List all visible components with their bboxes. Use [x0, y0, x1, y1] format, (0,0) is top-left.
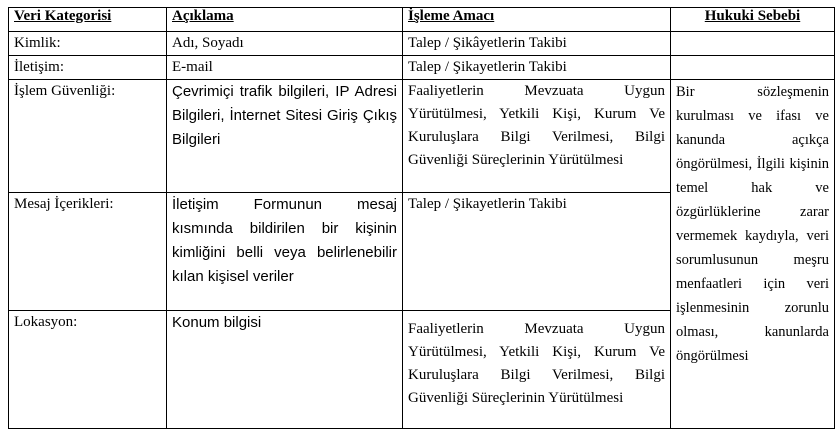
row-legal-basis-empty	[671, 32, 835, 56]
row-category: Mesaj İçerikleri:	[9, 193, 167, 311]
header-legal-basis: Hukuki Sebebi	[671, 8, 835, 32]
row-purpose: Talep / Şikâyetlerin Takibi	[403, 32, 671, 56]
row-category: İşlem Güvenliği:	[9, 80, 167, 193]
data-processing-table	[8, 7, 835, 429]
header-purpose: İşleme Amacı	[403, 8, 671, 32]
table-row	[9, 56, 835, 80]
table-row	[9, 80, 835, 193]
legal-basis-cell: Bir sözleşmenin kurulması ve ifası ve kanunda açıkça öngörülmesi, İlgili kişinin temel hak ve özgürlüklerine zarar vermemek kaydıyla, veri sorumlusunun meşru menfaatleri için veri işlenmesinin zorunlu olması, kanunlarda öngörülmesi	[671, 80, 835, 429]
row-description: İletişim Formunun mesaj kısmında bildirilen bir kişinin kimliğini belli veya belirlenebilir kılan kişisel veriler	[167, 193, 403, 311]
row-purpose: Talep / Şikayetlerin Takibi	[403, 193, 671, 311]
row-category: Lokasyon:	[9, 311, 167, 429]
row-purpose: Talep / Şikayetlerin Takibi	[403, 56, 671, 80]
row-description: Konum bilgisi	[167, 311, 403, 429]
row-purpose: Faaliyetlerin Mevzuata Uygun Yürütülmesi, Yetkili Kişi, Kurum Ve Kuruluşlara Bilgi Verilmesi, Bilgi Güvenliği Süreçlerinin Yürütülmesi	[403, 311, 671, 429]
table-row	[9, 32, 835, 56]
row-category: Kimlik:	[9, 32, 167, 56]
row-description: Çevrimiçi trafik bilgileri, IP Adresi Bilgileri, İnternet Sitesi Giriş Çıkış Bilgileri	[167, 80, 403, 193]
row-purpose: Faaliyetlerin Mevzuata Uygun Yürütülmesi, Yetkili Kişi, Kurum Ve Kuruluşlara Bilgi Verilmesi, Bilgi Güvenliği Süreçlerinin Yürütülmesi	[403, 80, 671, 193]
row-description: E-mail	[167, 56, 403, 80]
row-legal-basis-empty	[671, 56, 835, 80]
table-header-row	[9, 8, 835, 32]
header-description: Açıklama	[167, 8, 403, 32]
row-description: Adı, Soyadı	[167, 32, 403, 56]
header-category: Veri Kategorisi	[9, 8, 167, 32]
row-category: İletişim:	[9, 56, 167, 80]
